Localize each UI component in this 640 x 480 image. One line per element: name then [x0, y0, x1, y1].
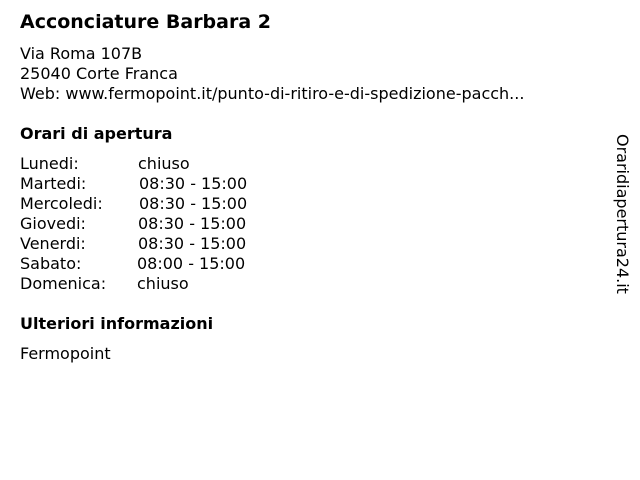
time-value: chiuso	[138, 154, 190, 173]
business-name: Acconciature Barbara 2	[20, 11, 272, 33]
opening-hours-heading: Orari di apertura	[20, 124, 173, 143]
time-value: 08:00 - 15:00	[137, 254, 246, 273]
time-value: 08:30 - 15:00	[139, 194, 248, 213]
day-label: Sabato:	[20, 254, 82, 273]
site-brand-label: Oraridiapertura24.it	[613, 134, 632, 294]
address-block	[20, 44, 524, 104]
day-label: Lunedi:	[20, 154, 79, 173]
time-value: 08:30 - 15:00	[138, 234, 247, 253]
address-street: Via Roma 107B	[20, 44, 143, 63]
day-label: Martedi:	[20, 174, 87, 193]
website-link[interactable]: Web: www.fermopoint.it/punto-di-ritiro-e-di-spedizione-pacch...	[20, 84, 525, 103]
more-info-heading: Ulteriori informazioni	[20, 314, 214, 333]
time-value: 08:30 - 15:00	[139, 174, 248, 193]
day-label: Giovedi:	[20, 214, 86, 233]
time-value: 08:30 - 15:00	[138, 214, 247, 233]
address-city: 25040 Corte Franca	[20, 64, 178, 83]
time-value: chiuso	[137, 274, 189, 293]
day-label: Mercoledi:	[20, 194, 103, 213]
day-label: Venerdi:	[20, 234, 86, 253]
site-brand	[612, 134, 632, 306]
more-info-text: Fermopoint	[20, 344, 111, 363]
day-label: Domenica:	[20, 274, 107, 293]
